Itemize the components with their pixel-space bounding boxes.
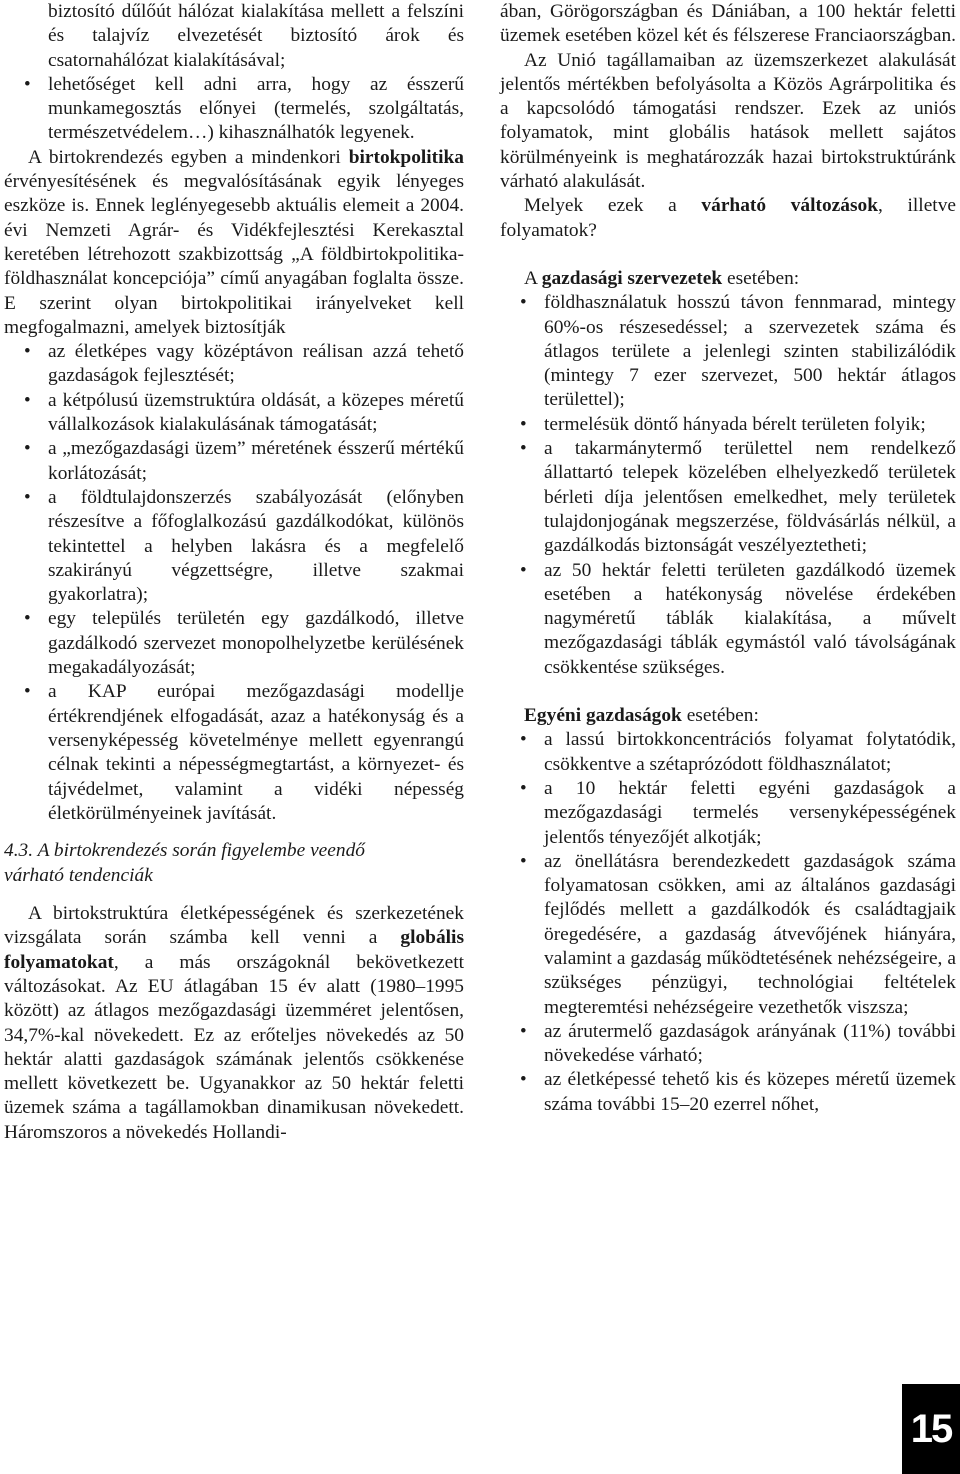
list-item bbox=[500, 850, 956, 1020]
list-item-text: a lassú birtokkoncentrációs folyamat folytatódik, csökkentve a szétaprózódott földhasználatot; bbox=[544, 729, 956, 775]
individual-farms-bullet-list bbox=[500, 728, 956, 1117]
list-item bbox=[4, 680, 464, 826]
paragraph-continued: ában, Görögországban és Dániában, a 100 hektár feletti üzemek esetében közel két és félszerese Franciaországban. bbox=[500, 1, 956, 47]
list-item-text: a kétpólusú üzemstruktúra oldását, a közepes méretű vállalkozások kialakulásának támogatását; bbox=[48, 389, 464, 436]
section-heading: 4.3. A birtokrendezés során figyelembe veendő várható tendenciák bbox=[4, 840, 365, 887]
list-item-text: a földtulajdonszerzés szabályozását (előnyben részesítve a főfoglalkozású gazdálkodókat, különös tekintettel a helyben lakásra és a megfelelő szakirányú végzettségre, illetve szakmai gyakorlatra); bbox=[48, 486, 464, 606]
list-item bbox=[4, 607, 464, 680]
list-item bbox=[500, 1020, 956, 1069]
list-item-text: a 10 hektár feletti egyéni gazdaságok a mezőgazdasági termelés versenyképességének jelentős tényezőjét alkotják; bbox=[544, 777, 956, 848]
list-item-text: a KAP európai mezőgazdasági modellje értékrendjének elfogadását, azaz a hatékonyság és a versenyképesség követelménye mellett egyenrangú célnak tekinti a népességmegtartást, a környezet- és tájvédelmet, valamint a vidéki népesség életkörülményeinek javítását. bbox=[48, 681, 464, 824]
page-number: 15 bbox=[902, 1384, 960, 1474]
paragraph-text: , a más országoknál bekövetkezett változásokat. Az EU átlagában 15 év alatt (1980–1995 között) az átlagos mezőgazdasági üzemméret jelentősen, 34,7%-kal növekedett. Ez az erőteljes növekedés az 50 hektár alatti gazdaságok számának jelentős csökkenése mellett következett be. Ugyanakkor az 50 hektár feletti üzemek száma a tagállamokban dinamikusan növekedett. Háromszoros a növekedés Hollandi- bbox=[4, 951, 464, 1143]
list-item-text: az önellátásra berendezkedett gazdaságok száma folyamatosan csökken, ami az általános gazdasági fejlődés mellett a gazdálkodók és családtagjaik öregedésére, a gazdaság átvevőjének hiányára, valamint a gazdaság működtetésének nehézségeire, a szükséges pénzügyi, technológiai feltételek megteremtési nehézségeire vezethetők viszsza; bbox=[544, 850, 956, 1018]
list-item-text: termelésük döntő hányada bérelt területen folyik; bbox=[544, 413, 926, 435]
paragraph-text: A birtokstruktúra életképességének és szerkezetének vizsgálata során számba kell venni a bbox=[4, 903, 464, 949]
paragraph-text: A birtokrendezés egyben a mindenkori bbox=[28, 146, 349, 168]
list-item bbox=[4, 340, 464, 389]
bold-term: globális folyamatokat bbox=[4, 927, 464, 973]
paragraph-eu-structure: Az Unió tagállamaiban az üzemszerkezet alakulását jelentős mértékben befolyásolta a Közös Agrárpolitika és a kapcsolódó támogatási rendszer. Ezek az uniós folyamatok, mint globális hatások mellett sajátos körülményeink is meghatározzák hazai birtokstruktúránk várható alakulását. bbox=[500, 49, 956, 193]
paragraph-text: érvényesítésének és megvalósításának egyik lényeges eszköze is. Ennek leglényegesebb aktuális elemeit a 2004. évi Nemzeti Agrár- és Vidékfejlesztési Kerekasztal keretében létrehozott szakbizottság „A földbirtokpolitika-földhasználat koncepciója” című anyagában foglalta össze. E szerint olyan birtokpolitikai irányelveket kell megfogalmazni, amelyek biztosítják bbox=[4, 171, 464, 338]
list-item bbox=[4, 389, 464, 438]
list-item-text: a „mezőgazdasági üzem” méretének ésszerű mértékű korlátozását; bbox=[48, 438, 464, 484]
list-item-text: lehetőséget kell adni arra, hogy az ésszerű munkamegosztás előnyei (termelés, szolgáltatás, természetvédelem…) kihasználhatók legyenek. bbox=[48, 73, 464, 144]
policy-bullet-list bbox=[4, 340, 464, 826]
paragraph-text: A bbox=[524, 267, 542, 289]
paragraph-text: Melyek ezek a bbox=[524, 195, 702, 217]
business-orgs-bullet-list bbox=[500, 291, 956, 680]
list-item-text: az árutermelő gazdaságok arányának (11%) további növekedése várható; bbox=[544, 1020, 956, 1067]
list-item bbox=[4, 73, 464, 146]
bold-term: birtokpolitika bbox=[348, 146, 464, 168]
list-item-text: az életképes vagy középtávon reálisan azzá tehető gazdaságok fejlesztését; bbox=[48, 341, 464, 387]
individual-farms-intro bbox=[500, 704, 956, 728]
list-item bbox=[4, 486, 464, 607]
list-item bbox=[500, 728, 956, 777]
paragraph-text: esetében: bbox=[722, 267, 800, 289]
paragraph-global-processes bbox=[4, 902, 464, 1145]
paragraph-question bbox=[500, 194, 956, 243]
list-item bbox=[500, 559, 956, 680]
list-item-continued bbox=[4, 0, 464, 73]
list-item-text: az 50 hektár feletti területen gazdálkodó üzemek esetében a hatékonyság növelése érdekében nagyméretű táblák kialakítása, a művelt mezőgazdasági táblák egymástól való távolságának csökkentése szükséges. bbox=[544, 559, 956, 678]
list-item-text: egy település területén egy gazdálkodó, illetve gazdálkodó szervezet monopolhelyzetbe kerülésének megakadályozását; bbox=[48, 608, 464, 679]
bold-term: gazdasági szervezetek bbox=[541, 267, 723, 289]
business-orgs-intro bbox=[500, 267, 956, 291]
list-item-text: földhasználatuk hosszú távon fennmarad, mintegy 60%-os részesedéssel; a szervezetek száma és átlagos területe a jelenlegi szinten stabilizálódik (mintegy 7 ezer szervezet, 500 hektár átlagos területtel); bbox=[544, 292, 956, 411]
list-item-text: az életképessé tehető kis és közepes méretű üzemek száma további 15–20 ezerrel nőhet, bbox=[544, 1069, 956, 1115]
list-item bbox=[500, 413, 956, 437]
bold-term: várható változások bbox=[701, 195, 878, 217]
list-item-text: biztosító dűlőút hálózat kialakítása mellett a felszíni és talajvíz elvezetését biztosító árok és csatornahálózat kialakításával; bbox=[48, 1, 464, 71]
lead-bullet-list bbox=[4, 0, 464, 146]
list-item bbox=[500, 1068, 956, 1117]
paragraph-text: esetében: bbox=[681, 705, 759, 727]
list-item bbox=[500, 291, 956, 412]
paragraph-birtokpolitika bbox=[4, 146, 464, 340]
left-column bbox=[4, 0, 464, 1145]
list-item bbox=[4, 437, 464, 486]
paragraph-text: , illetve folyamatok? bbox=[500, 195, 956, 241]
right-column bbox=[500, 0, 956, 1117]
bold-term: Egyéni gazdaságok bbox=[524, 705, 682, 727]
list-item bbox=[500, 437, 956, 558]
list-item-text: a takarmánytermő területtel nem rendelkező állattartó telepek közelében elhelyezkedő területek bérleti díja jelentősen emelkedhet, mely területek tulajdonjogának megszerzése, földvásárlás nélkül, a gazdálkodás biztonságát veszélyeztetheti; bbox=[544, 438, 956, 557]
list-item bbox=[500, 777, 956, 850]
